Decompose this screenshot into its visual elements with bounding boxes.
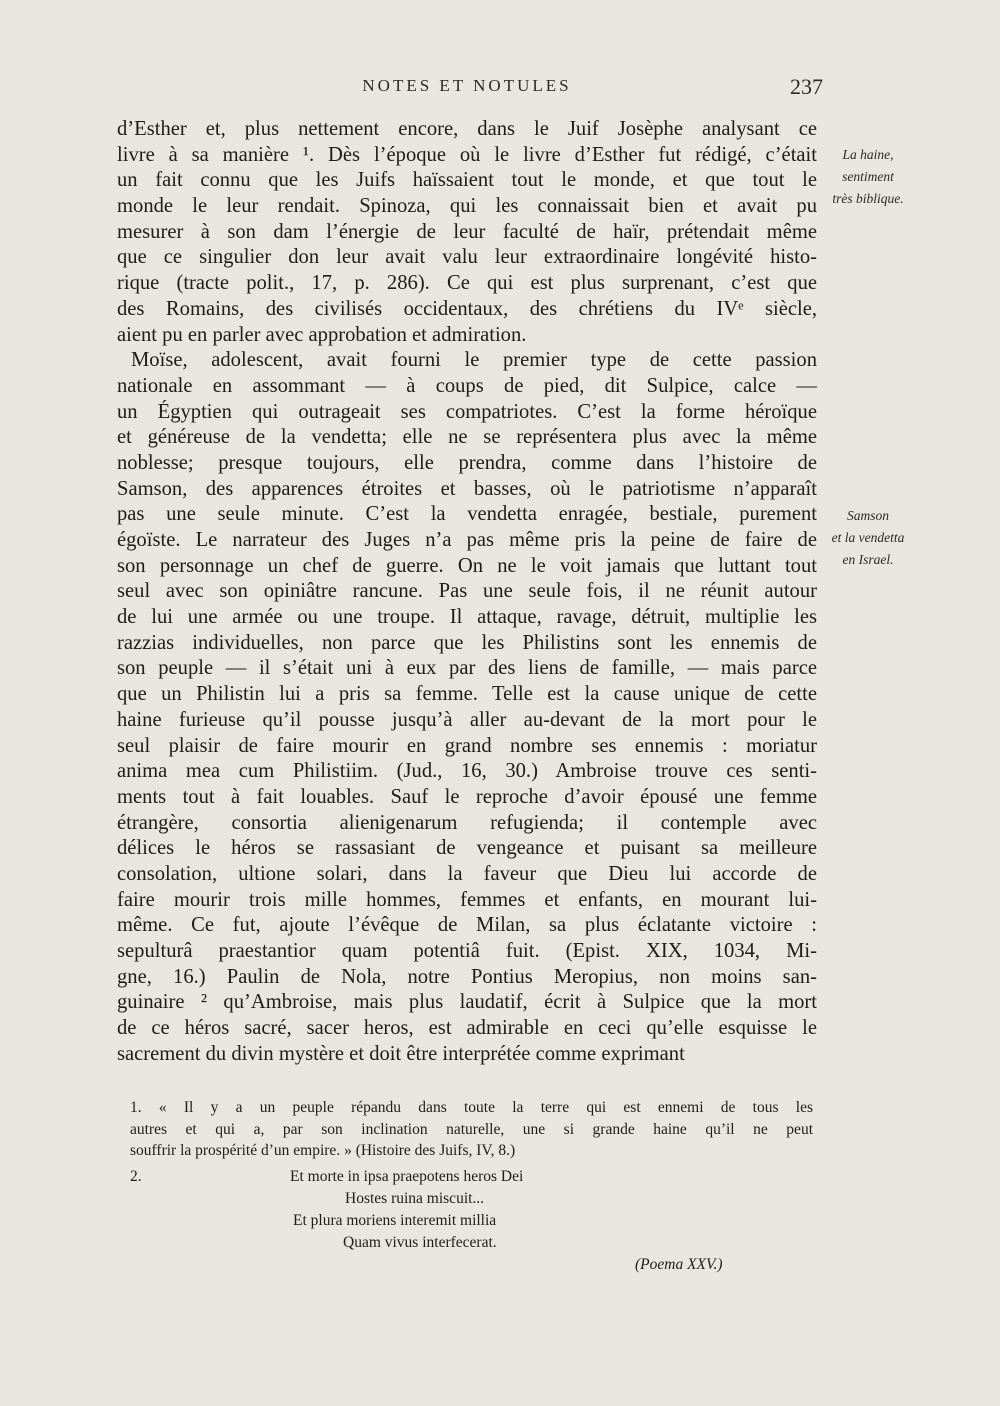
body-line: aient pu en parler avec approbation et admiration. (117, 323, 527, 346)
poem-verse: Et morte in ipsa praepotens heros Dei (290, 1168, 524, 1185)
margin-note-line: Samson (846, 508, 889, 523)
body-line: étrangère, consortia alienigenarum refugienda; il contemple avec (117, 811, 817, 834)
footnote-1 (130, 1097, 813, 1162)
body-line: mesurer à son dam l’énergie de leur faculté de haïr, prétendait même (117, 220, 817, 243)
body-line: son peuple — il s’était uni à eux par des liens de famille, — mais parce (117, 657, 817, 680)
body-line: un Égyptien qui outrageait ses compatriotes. C’est la forme héroïque (117, 400, 817, 423)
margin-note-line: La haine, (842, 147, 894, 162)
poem-verse: Et plura moriens interemit millia (293, 1212, 497, 1229)
body-line: rique (tracte polit., 17, p. 286). Ce qui est plus surprenant, c’est que (117, 272, 817, 295)
body-line: haine furieuse qu’il pousse jusqu’à aller au-devant de la mort pour le (117, 708, 817, 731)
body-line: que ce singulier don leur avait valu leur extraordinaire longévité histo- (117, 246, 817, 269)
poem-verse: Hostes ruina miscuit... (345, 1190, 485, 1207)
body-text (117, 117, 817, 1067)
body-line: seul plaisir de faire mourir en grand nombre ses ennemis : moriatur (117, 734, 817, 757)
body-line: noblesse; presque toujours, elle prendra, comme dans l’histoire de (117, 451, 817, 474)
body-line: son personnage un chef de guerre. On ne le voit jamais que luttant tout (117, 554, 817, 577)
poem-source: (Poema XXV.) (635, 1256, 723, 1273)
body-line: anima mea cum Philistiim. (Jud., 16, 30.) Ambroise trouve ces senti- (117, 760, 817, 783)
running-head: NOTES ET NOTULES (362, 76, 572, 95)
margin-note-line: et la vendetta (831, 530, 905, 545)
poem-verse: Quam vivus interfecerat. (343, 1234, 497, 1251)
margin-note-line: sentiment (842, 169, 894, 184)
body-line: Moïse, adolescent, avait fourni le premier type de cette passion (131, 349, 817, 372)
body-line: d’Esther et, plus nettement encore, dans le Juif Josèphe analysant ce (117, 118, 817, 140)
body-line: ments tout à fait louables. Sauf le reproche d’avoir épousé une femme (117, 785, 817, 808)
footnote-line: souffrir la prospérité d’un empire. » (Histoire des Juifs, IV, 8.) (130, 1142, 516, 1159)
footnote-2-number: 2. (130, 1168, 142, 1185)
body-line: sepulturâ praestantior quam potentiâ fuit. (Epist. XIX, 1034, Mi- (117, 940, 817, 962)
body-line: et généreuse de la vendetta; elle ne se représentera plus avec la même (117, 426, 817, 449)
body-line: guinaire ² qu’Ambroise, mais plus laudatif, écrit à Sulpice que la mort (117, 991, 817, 1014)
margin-note-line: en Israel. (842, 552, 894, 567)
body-line: consolation, ultione solari, dans la faveur que Dieu lui accorde de (117, 862, 817, 885)
body-line: même. Ce fut, ajoute l’évêque de Milan, sa plus éclatante victoire : (117, 914, 817, 937)
body-line: monde le leur rendait. Spinoza, qui les connaissait bien et avait pu (117, 195, 817, 218)
body-line: pas une seule minute. C’est la vendetta enragée, bestiale, purement (117, 503, 817, 526)
body-line: un fait connu que les Juifs haïssaient tout le monde, et que tout le (117, 169, 817, 192)
body-line: seul avec son opiniâtre rancune. Pas une seule fois, il ne réunit autour (117, 580, 817, 603)
footnote-line: 1. « Il y a un peuple répandu dans toute la terre qui est ennemi de tous les (130, 1099, 813, 1116)
margin-note-samson (826, 505, 910, 571)
body-line: de ce héros sacré, sacer heros, est admirable en ceci qu’elle esquisse le (117, 1017, 817, 1040)
body-line: délices le héros se rassasiant de vengeance et puisant sa meilleure (117, 837, 817, 860)
page-number: 237 (790, 74, 823, 99)
body-line: que un Philistin lui a pris sa femme. Telle est la cause unique de cette (117, 683, 817, 706)
footnote-line: autres et qui a, par son inclination naturelle, une si grande haine qu’il ne peut (130, 1120, 813, 1138)
body-line: faire mourir trois mille hommes, femmes et enfants, en mourant lui- (117, 888, 817, 911)
margin-note-line: très biblique. (832, 191, 904, 206)
body-line: gne, 16.) Paulin de Nola, notre Pontius Meropius, non moins san- (117, 965, 817, 988)
body-line: sacrement du divin mystère et doit être interprétée comme exprimant (117, 1042, 685, 1065)
body-line: de lui une armée ou une troupe. Il attaque, ravage, détruit, multiplie les (117, 606, 817, 629)
body-line: razzias individuelles, non parce que les Philistins sont les ennemis de (117, 631, 817, 654)
body-line: des Romains, des civilisés occidentaux, des chrétiens du IVᵉ siècle, (117, 297, 817, 320)
body-line: nationale en assommant — à coups de pied, dit Sulpice, calce — (117, 374, 817, 397)
body-line: égoïste. Le narrateur des Juges n’a pas même pris la peine de faire de (117, 529, 817, 551)
body-line: Samson, des apparences étroites et basses, où le patriotisme n’apparaît (117, 477, 817, 500)
body-line: livre à sa manière ¹. Dès l’époque où le livre d’Esther fut rédigé, c’était (117, 143, 817, 166)
margin-note-haine (826, 144, 910, 210)
